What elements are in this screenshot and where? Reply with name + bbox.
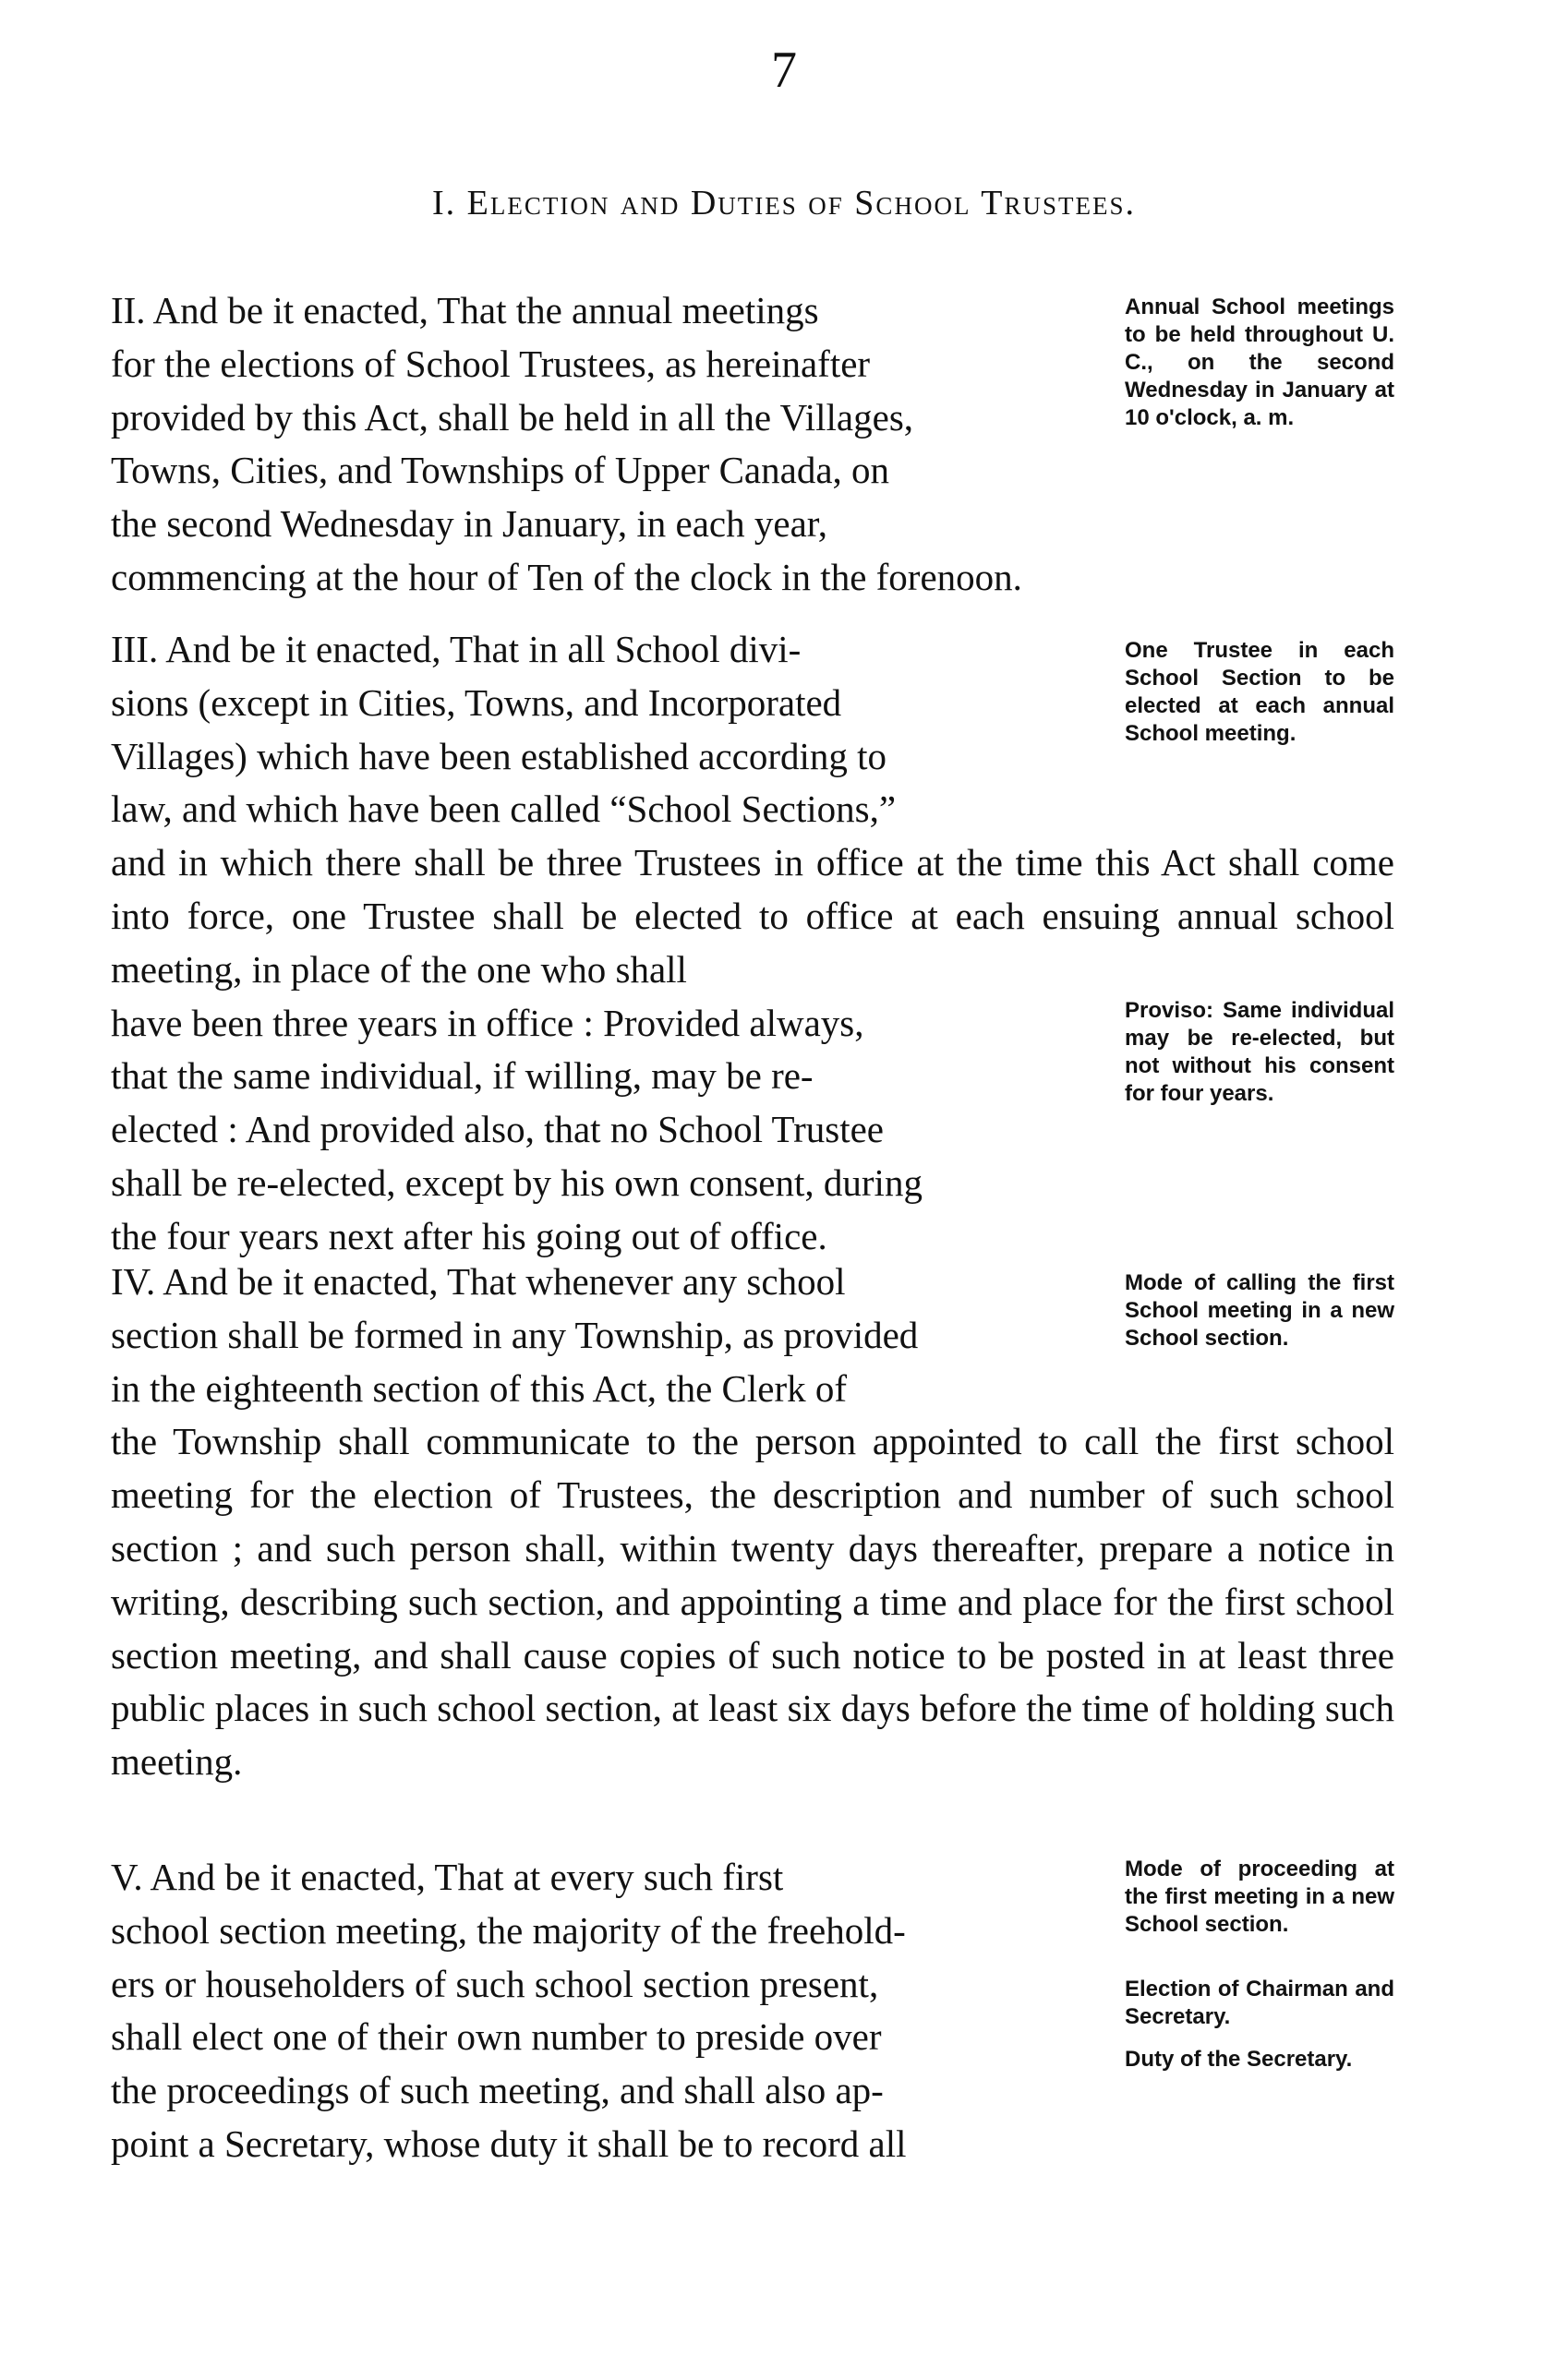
text-line: sions (except in Cities, Towns, and Incorporated <box>111 680 842 724</box>
text-line: V. And be it enacted, That at every such first <box>111 1856 784 1898</box>
text-paragraph: the Township shall communicate to the person appointed to call the first school meeting for the election of Trustees, the description and number of such school section ; and such person shall, within twenty days thereafter, prepare a notice in writing, describing such section, and appointing a time and place for the first school section meeting, and shall cause copies of such notice to be posted in at least three public places in such school section, at least six days before the time of holding such meeting. <box>111 1420 1394 1784</box>
text-line: shall elect one of their own number to preside over <box>111 2015 882 2059</box>
text-line: in the eighteenth section of this Act, the Clerk of <box>111 1366 848 1410</box>
running-head: I. Election and Duties of School Trustees. <box>432 184 1136 222</box>
text-line: elected : And provided also, that no School Trustee <box>111 1108 884 1151</box>
text-line: II. And be it enacted, That the annual meetings <box>111 289 819 331</box>
margin-note-proviso: Proviso: Same individual may be re-elected, but not without his consent for four years. <box>1125 998 1394 1106</box>
text-line: the four years next after his going out of office. <box>111 1214 827 1257</box>
text-line: school section meeting, the majority of the freehold- <box>111 1908 906 1952</box>
text-line: section shall be formed in any Township, as provided <box>111 1313 919 1356</box>
text-line: point a Secretary, whose duty it shall be to record all <box>111 2122 907 2165</box>
text-line: provided by this Act, shall be held in all the Villages, <box>111 395 914 439</box>
margin-note-proceeding-first-meeting: Mode of proceeding at the first meeting in a new School section. <box>1125 1857 1394 1937</box>
text-line: for the elections of School Trustees, as hereinafter <box>111 342 871 385</box>
text-line: shall be re-elected, except by his own consent, during <box>111 1160 923 1204</box>
margin-note-annual-meetings: Annual School meetings to be held throughout U. C., on the second Wednesday in January at 10 o'clock, a. m. <box>1125 294 1394 430</box>
text-line: IV. And be it enacted, That whenever any school <box>111 1260 846 1303</box>
text-line: ers or householders of such school section present, <box>111 1962 879 2005</box>
text-paragraph: and in which there shall be three Trustees in office at the time this Act shall come into force, one Trustee shall be elected to office at each ensuing annual school meeting, in place of the one who shall <box>111 841 1394 991</box>
text-line: Villages) which have been established according to <box>111 734 887 777</box>
text-line: the proceedings of such meeting, and shall also ap- <box>111 2069 884 2112</box>
text-line: III. And be it enacted, That in all School divi- <box>111 628 802 670</box>
text-line: that the same individual, if willing, may be re- <box>111 1054 814 1098</box>
margin-note-election-chairman: Election of Chairman and Secretary. <box>1125 1977 1394 2029</box>
text-line: Towns, Cities, and Townships of Upper Canada, on <box>111 449 890 492</box>
text-line: law, and which have been called “School Sections,” <box>111 787 897 831</box>
text-line: the second Wednesday in January, in each year, <box>111 502 828 546</box>
page-number: 7 <box>771 42 797 99</box>
margin-note-duty-secretary: Duty of the Secretary. <box>1125 2047 1353 2072</box>
text-line: commencing at the hour of Ten of the clock in the forenoon. <box>111 555 1022 598</box>
margin-note-calling-first-meeting: Mode of calling the first School meeting in a new School section. <box>1125 1270 1394 1351</box>
margin-note-one-trustee: One Trustee in each School Section to be elected at each annual School meeting. <box>1125 638 1394 746</box>
text-line: have been three years in office : Provided always, <box>111 1001 864 1044</box>
